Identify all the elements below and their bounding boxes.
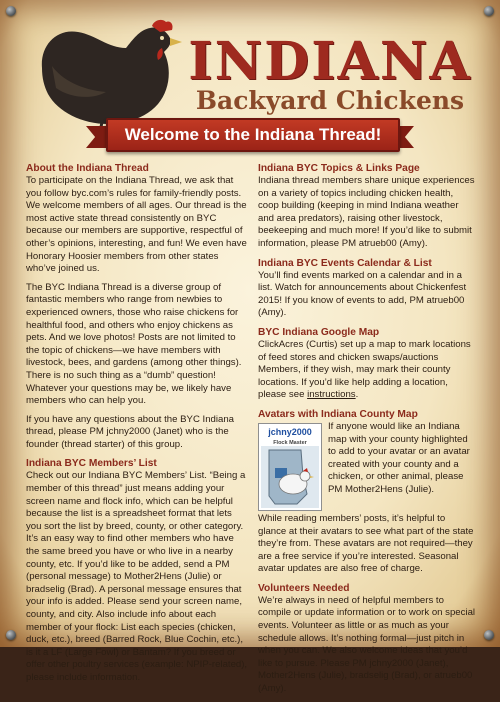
avatars-section <box>258 408 476 576</box>
avatars-heading: Avatars with Indiana County Map <box>258 408 418 420</box>
members-section <box>26 457 248 684</box>
about-paragraph: To participate on the Indiana Thread, we ask that you follow byc.com’s rules for family-friendly posts. We welcome members of all ages. Our thread is the most active state thread consistently on BYC because our members are supportive, respectful of other’s opinions, interesting, and fun! We even have Honorary Hoosier members from other states who’ve joined us. <box>26 175 247 275</box>
topics-paragraph: Indiana thread members share unique experiences on a variety of topics including chicken health, coop building (keeping in mind Indiana weather and area predators), raising other livestock, beekeeping and much more! If you’d like to submit information, please PM atrueb00 (Amy). <box>258 175 475 249</box>
right-column <box>258 162 476 702</box>
topics-heading: Indiana BYC Topics & Links Page <box>258 163 420 174</box>
map-heading: BYC Indiana Google Map <box>258 326 380 338</box>
page-title: INDIANA <box>188 31 472 92</box>
left-column <box>26 162 248 691</box>
volunteers-paragraph: We’re always in need of helpful members to compile or update information or to work on special events. Volunteer as little or as much as your schedule allows. It’s nothing formal—just pitch in when you can. We also welcome ideas that you’d like to pursue. Please PM jchny2000 (Janet), Mother2Hens (Julie), bradselig (Brad), or atrueb00 (Amy). <box>258 594 476 695</box>
map-section <box>258 326 476 402</box>
welcome-banner: Welcome to the Indiana Thread! <box>106 118 400 152</box>
thumbtack-icon <box>484 6 494 16</box>
map-paragraph <box>258 339 476 402</box>
instructions-link[interactable]: instructions <box>307 389 356 401</box>
avatar-username: jchny2000 <box>268 426 312 437</box>
events-paragraph: You’ll find events marked on a calendar and in a list. Watch for announcements about Chickenfest 2015! If you know of events to add, PM atrueb00 (Amy). <box>258 269 467 319</box>
avatar-example <box>258 423 322 511</box>
about-heading: About the Indiana Thread <box>26 163 149 174</box>
volunteers-section <box>258 582 476 696</box>
map-text: ClickAcres (Curtis) set up a map to mark locations of feed stores and chicken swaps/auctions Members, if they wish, may mark their county locations. If you’d like help adding a location, please see <box>258 338 471 401</box>
events-section <box>258 257 476 320</box>
indiana-map-avatar-icon <box>261 446 319 508</box>
members-paragraph: Check out our Indiana BYC Members’ List. “Being a member of this thread” just means adding your screen name and flock info, which can be helpful because the list is a spreadsheet format that lets you sort the list by breed, county, or other category. It’s an easy way to find other members who have the same breed you have or who live in a nearby county, etc. If you’d like to be added, send a PM (personal message) to Mother2Hens (Julie) or bradselig (Brad). A personal message ensures that your info is added. Please send your screen name, county, and city. Also include info about each member of your flock: List each species (chicken, duck, etc.), breed (Barred Rock, Blue Cochin, etc.), is it a LF (Large Fowl) or Bantam? If you breed or offer other poultry services (example: NPIP-related), please include information. <box>26 470 248 683</box>
topics-section <box>258 162 476 251</box>
events-heading: Indiana BYC Events Calendar & List <box>258 257 432 269</box>
map-text-end: . <box>355 389 359 401</box>
page-subtitle: Backyard Chickens <box>195 86 465 115</box>
about-paragraph: The BYC Indiana Thread is a diverse group of fantastic members who range from newbies to experienced owners, those who raise chickens for healthful food, and others who enjoy chickens as pets. And we love photos! Posts are not limited to the topic of chickens—we have members with livestock, bees, and gardens (among other things). There is no such thing as a “dumb” question! Whatever your questions may be, we likely have members who can help you. <box>26 281 242 407</box>
avatar-rank: Flock Master <box>273 439 307 446</box>
avatars-paragraph: While reading members’ posts, it’s helpful to glance at their avatars to see what part of the state they’re from. These avatars are not required—they are a free service if you’re interested. Seasonal avatar updates are also free of charge. <box>258 512 474 575</box>
volunteers-heading: Volunteers Needed <box>258 582 350 594</box>
about-section <box>26 162 248 451</box>
avatars-paragraph: If anyone would like an Indiana map with your county highlighted to add to your avatar or an avatar created with your county and a chicken, or other animal, please PM Mother2Hens (Julie). <box>328 420 470 495</box>
members-heading: Indiana BYC Members’ List <box>26 458 157 470</box>
thumbtack-icon <box>6 6 16 16</box>
thumbtack-icon <box>6 630 16 640</box>
thumbtack-icon <box>484 630 494 640</box>
about-paragraph: If you have any questions about the BYC Indiana thread, please PM jchny2000 (Janet) who is the founder (thread starter) of this group. <box>26 413 235 450</box>
